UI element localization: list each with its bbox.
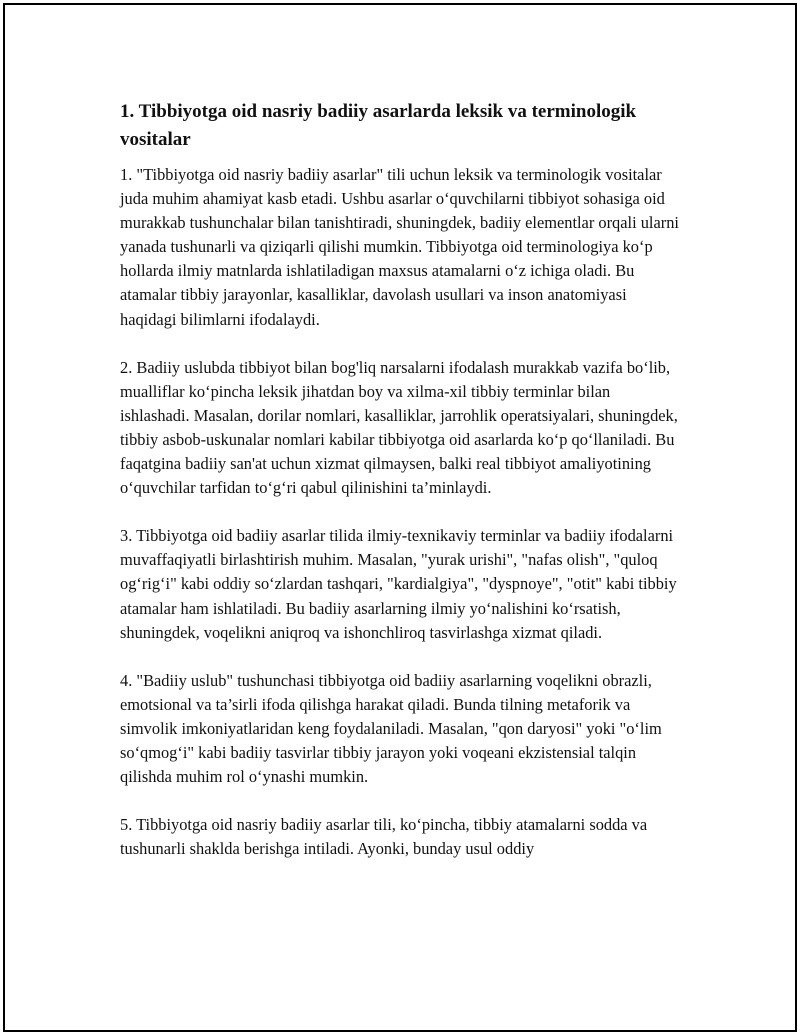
paragraph-4: 4. "Badiiy uslub" tushunchasi tibbiyotga oid badiiy asarlarning voqelikni obrazli, emotsional va ta’sirli ifoda qilishga harakat qiladi. Bunda tilning metaforik va simvolik imkoniyatlaridan keng foydalaniladi. Masalan, "qon daryosi" yoki "o‘lim so‘qmog‘i" kabi badiiy tasvirlar tibbiy jarayon yoki voqeani ekzistensial talqin qilishda muhim rol o‘ynashi mumkin. — [120, 670, 662, 787]
paragraph-3: 3. Tibbiyotga oid badiiy asarlar tilida ilmiy-texnikaviy terminlar va badiiy ifodalarni muvaffaqiyatli birlashtirish muhim. Masalan, "yurak urishi", "nafas olish", "quloq og‘rig‘i" kabi oddiy so‘zlardan tashqari, "kardialgiya", "dyspnoye", "otit" kabi tibbiy atamalar ham ishlatiladi. Bu badiiy asarlarning ilmiy yo‘nalishini ko‘rsatish, shuningdek, voqelikni aniqroq va ishonchliroq tasvirlashga xizmat qiladi. — [120, 526, 677, 642]
document-body — [120, 98, 680, 885]
paragraph-2: 2. Badiiy uslubda tibbiyot bilan bog'liq narsalarni ifodalash murakkab vazifa bo‘lib, mualliflar ko‘pincha leksik jihatdan boy va xilma-xil tibbiy terminlar bilan ishlashadi. Masalan, dorilar nomlari, kasalliklar, jarrohlik operatsiyalari, shuningdek, tibbiy asbob-uskunalar nomlari kabilar tibbiyotga oid asarlarda ko‘p qo‘llaniladi. Bu faqatgina badiiy san'at uchun xizmat qilmaysen, balki real tibbiyot amaliyotining o‘quvchilar tarfidan to‘g‘ri qabul qilinishini ta’minlaydi. — [120, 357, 678, 498]
paragraph-5: 5. Tibbiyotga oid nasriy badiiy asarlar tili, ko‘pincha, tibbiy atamalarni sodda va tushunarli shaklda berishga intiladi. Ayonki, bunday usul oddiy — [120, 815, 648, 859]
page-frame — [3, 3, 797, 1032]
section-heading: 1. Tibbiyotga oid nasriy badiiy asarlarda leksik va terminologik vositalar — [120, 101, 637, 150]
paragraph-1: 1. "Tibbiyotga oid nasriy badiiy asarlar" tili uchun leksik va terminologik vositalar juda muhim ahamiyat kasb etadi. Ushbu asarlar o‘quvchilarni tibbiyot sohasiga oid murakkab tushunchalar bilan tanishtiradi, shuningdek, badiiy elementlar orqali ularni yanada tushunarli va qiziqarli qilishi mumkin. Tibbiyotga oid terminologiya ko‘p hollarda ilmiy matnlarda ishlatiladigan maxsus atamalarni o‘z ichiga oladi. Bu atamalar tibbiy jarayonlar, kasalliklar, davolash usullari va inson anatomiyasi haqidagi bilimlarni ifodalaydi. — [120, 165, 679, 329]
